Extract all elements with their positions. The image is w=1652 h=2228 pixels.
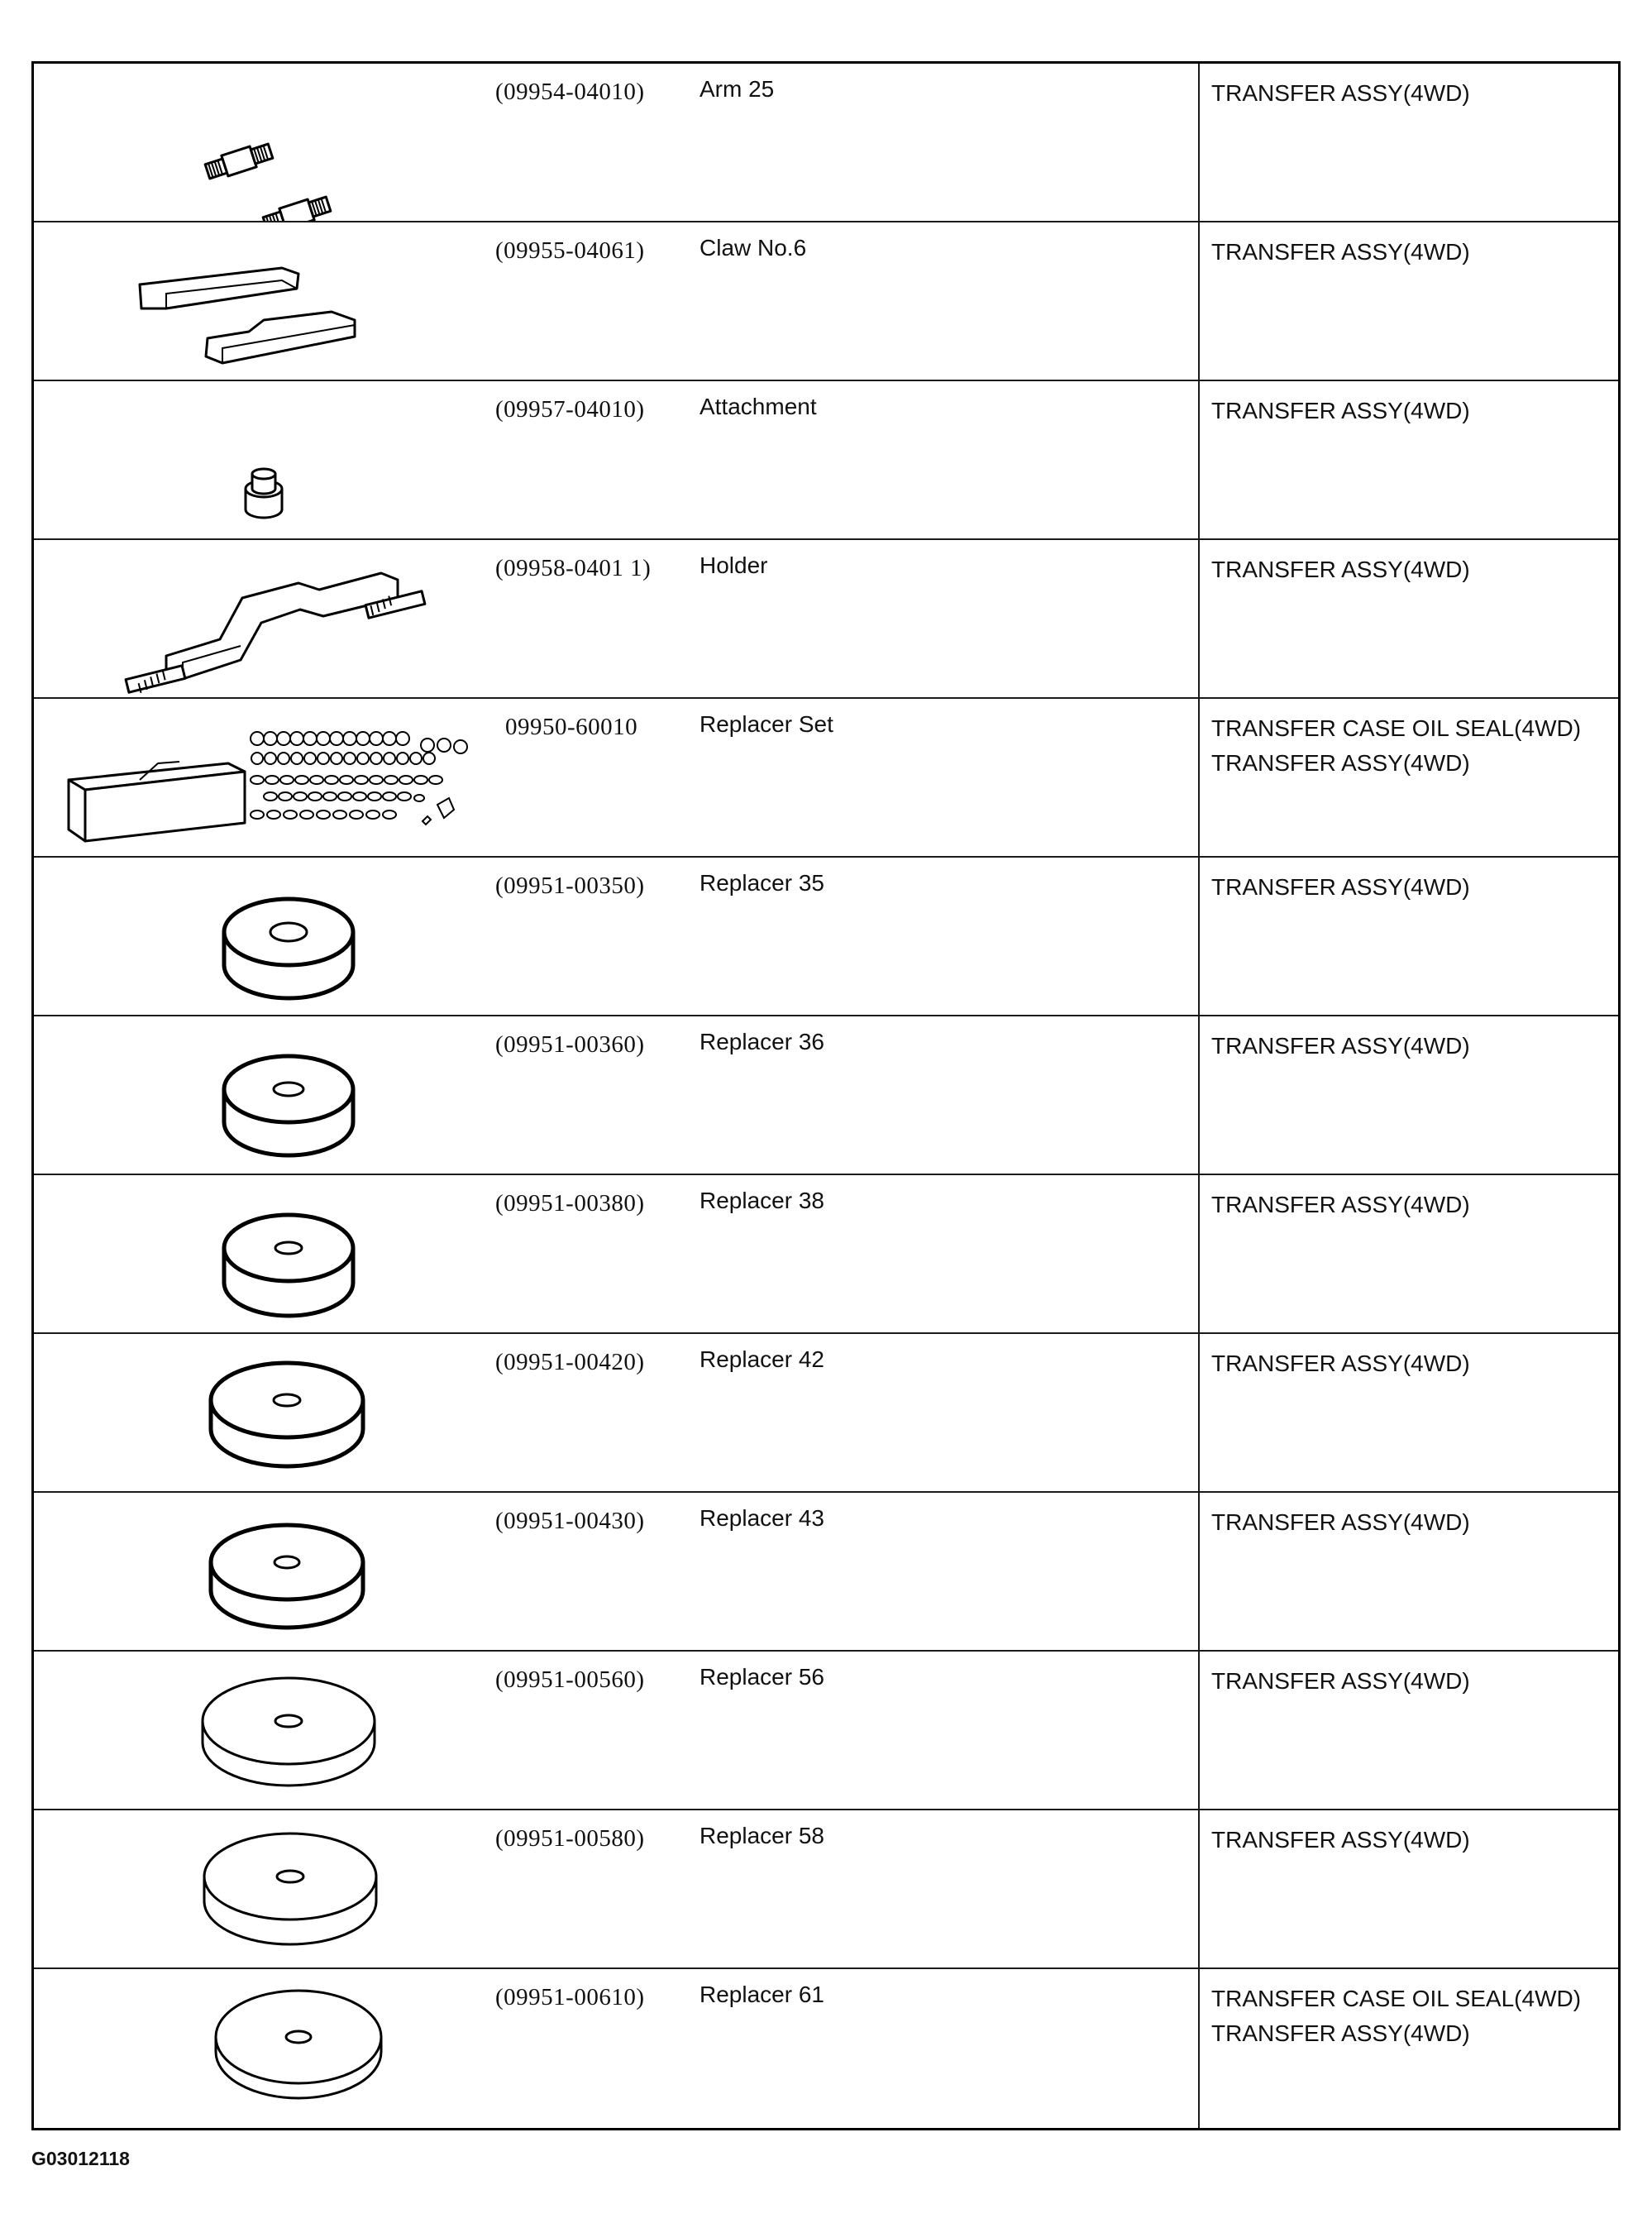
replacer-disc-icon [34, 1175, 497, 1332]
table-row [34, 1969, 1618, 2128]
application-cell [1211, 394, 1470, 428]
part-number: (09951-00430) [495, 1508, 645, 1534]
replacer-disc-icon [34, 858, 497, 1015]
application-line: TRANSFER CASE OIL SEAL(4WD) [1211, 1986, 1582, 2011]
tool-name: Arm 25 [699, 76, 775, 102]
application-cell [1211, 76, 1470, 111]
application-cell [1211, 1346, 1470, 1381]
part-number: (09954-04010) [495, 79, 645, 105]
application-line: TRANSFER ASSY(4WD) [1211, 557, 1470, 582]
application-cell [1211, 552, 1470, 587]
tool-name: Replacer 43 [699, 1505, 824, 1531]
application-cell [1211, 1664, 1470, 1699]
application-line: TRANSFER ASSY(4WD) [1211, 1509, 1470, 1535]
column-divider [1198, 1652, 1200, 1809]
application-cell [1211, 711, 1581, 781]
table-row [34, 1493, 1618, 1652]
column-divider [1198, 1334, 1200, 1491]
part-number: (09951-00380) [495, 1190, 645, 1217]
application-cell [1211, 870, 1470, 905]
application-cell [1211, 235, 1470, 270]
replacer-disc-icon [34, 1334, 497, 1491]
tool-name: Replacer 38 [699, 1188, 824, 1213]
table-row [34, 1334, 1618, 1493]
column-divider [1198, 222, 1200, 380]
part-number: 09950-60010 [505, 714, 638, 740]
application-line: TRANSFER ASSY(4WD) [1211, 874, 1470, 900]
column-divider [1198, 381, 1200, 538]
table-row [34, 1175, 1618, 1334]
application-line: TRANSFER ASSY(4WD) [1211, 398, 1470, 423]
replacer-disc-icon [34, 1493, 497, 1650]
threaded-pin-icon [34, 64, 497, 221]
column-divider [1198, 699, 1200, 856]
application-line: TRANSFER ASSY(4WD) [1211, 2020, 1470, 2046]
column-divider [1198, 858, 1200, 1015]
tool-name: Claw No.6 [699, 235, 807, 261]
application-line: TRANSFER ASSY(4WD) [1211, 750, 1470, 776]
replacer-disc-icon [34, 1016, 497, 1174]
replacer-disc-icon [34, 1810, 497, 1967]
table-row [34, 381, 1618, 540]
attachment-icon [34, 381, 497, 538]
column-divider [1198, 1810, 1200, 1967]
part-number: (09951-00560) [495, 1666, 645, 1693]
tool-name: Replacer 56 [699, 1664, 824, 1690]
table-row [34, 699, 1618, 858]
tool-name: Replacer 35 [699, 870, 824, 896]
application-line: TRANSFER ASSY(4WD) [1211, 1033, 1470, 1059]
application-cell [1211, 1188, 1470, 1222]
table-row [34, 1016, 1618, 1175]
column-divider [1198, 1493, 1200, 1650]
application-cell [1211, 1823, 1470, 1857]
tool-name: Replacer 58 [699, 1823, 824, 1848]
column-divider [1198, 1175, 1200, 1332]
application-line: TRANSFER ASSY(4WD) [1211, 1827, 1470, 1853]
part-number: (09951-00350) [495, 873, 645, 899]
holder-icon [34, 540, 497, 697]
column-divider [1198, 1969, 1200, 2128]
application-cell [1211, 1505, 1470, 1540]
column-divider [1198, 64, 1200, 221]
column-divider [1198, 540, 1200, 697]
part-number: (09958-0401 1) [495, 555, 652, 581]
column-divider [1198, 1016, 1200, 1174]
part-number: (09955-04061) [495, 237, 645, 264]
application-line: TRANSFER CASE OIL SEAL(4WD) [1211, 715, 1582, 741]
part-number: (09957-04010) [495, 396, 645, 423]
application-line: TRANSFER ASSY(4WD) [1211, 239, 1470, 265]
replacer-disc-icon [34, 1652, 497, 1809]
application-cell [1211, 1029, 1470, 1064]
claw-icon [34, 222, 497, 380]
table-row [34, 1652, 1618, 1810]
table-row [34, 222, 1618, 381]
tool-name: Replacer 36 [699, 1029, 824, 1054]
table-row [34, 540, 1618, 699]
part-number: (09951-00420) [495, 1349, 645, 1375]
table-row [34, 64, 1618, 222]
replacer-disc-icon [34, 1969, 497, 2126]
figure-id: G03012118 [31, 2148, 130, 2169]
tool-name: Attachment [699, 394, 817, 419]
application-line: TRANSFER ASSY(4WD) [1211, 1351, 1470, 1376]
part-number: (09951-00580) [495, 1825, 645, 1852]
tool-name: Replacer 61 [699, 1982, 824, 2007]
table-row [34, 1810, 1618, 1969]
tool-name: Replacer Set [699, 711, 833, 737]
special-tool-table [31, 61, 1621, 2130]
application-line: TRANSFER ASSY(4WD) [1211, 1668, 1470, 1694]
part-number: (09951-00610) [495, 1984, 645, 2010]
replacer-set-case-icon [34, 699, 497, 856]
application-cell [1211, 1982, 1581, 2051]
tool-name: Replacer 42 [699, 1346, 824, 1372]
tool-name: Holder [699, 552, 768, 578]
application-line: TRANSFER ASSY(4WD) [1211, 1192, 1470, 1217]
table-row [34, 858, 1618, 1016]
part-number: (09951-00360) [495, 1031, 645, 1058]
application-line: TRANSFER ASSY(4WD) [1211, 80, 1470, 106]
